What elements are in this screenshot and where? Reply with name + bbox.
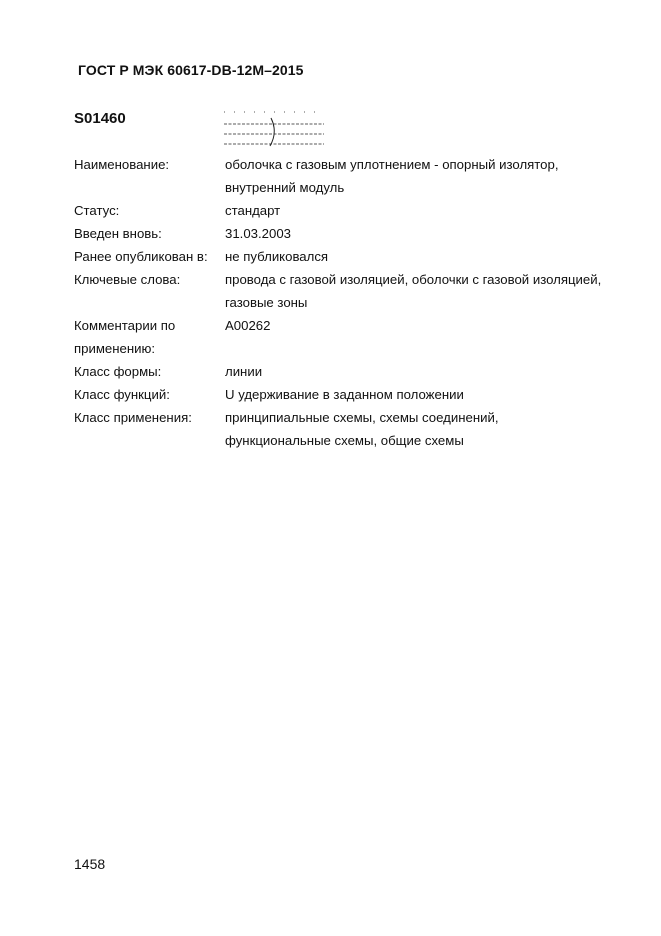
field-row-application-class [74,406,604,452]
field-label: Класс функций: [74,387,170,402]
attribute-table [74,153,604,452]
field-value: стандарт [225,203,281,218]
field-value: принципиальные схемы, схемы соединений, функциональные схемы, общие схемы [225,410,499,448]
field-label: Класс применения: [74,410,192,425]
symbol-insulator-arc [270,118,274,146]
field-row-status [74,199,604,222]
field-row-keywords [74,268,604,314]
field-label: Наименование: [74,157,170,172]
field-row-name [74,153,604,199]
symbol-graphic [222,106,332,152]
field-label: Введен вновь: [74,226,162,241]
field-row-shape-class [74,360,604,383]
field-row-previously-published [74,245,604,268]
field-row-comments [74,314,604,360]
field-value: не публиковался [225,249,329,264]
field-value: 31.03.2003 [225,226,292,241]
field-value: А00262 [225,318,271,333]
document-header: ГОСТ Р МЭК 60617-DB-12M–2015 [78,62,304,78]
field-row-introduced [74,222,604,245]
field-label: Статус: [74,203,120,218]
field-label: Класс формы: [74,364,162,379]
symbol-id: S01460 [74,110,126,127]
field-label: Ранее опубликован в: [74,249,208,264]
field-label: Ключевые слова: [74,272,181,287]
page-number: 1458 [74,856,106,872]
field-value: провода с газовой изоляцией, оболочки с газовой изоляцией, газовые зоны [225,272,602,310]
field-value: оболочка с газовым уплотнением - опорный изолятор, внутренний модуль [225,157,559,195]
field-row-function-class [74,383,604,406]
field-value: линии [225,364,263,379]
field-label: Комментарии по применению: [74,318,176,356]
field-value: U удерживание в заданном положении [225,387,464,402]
